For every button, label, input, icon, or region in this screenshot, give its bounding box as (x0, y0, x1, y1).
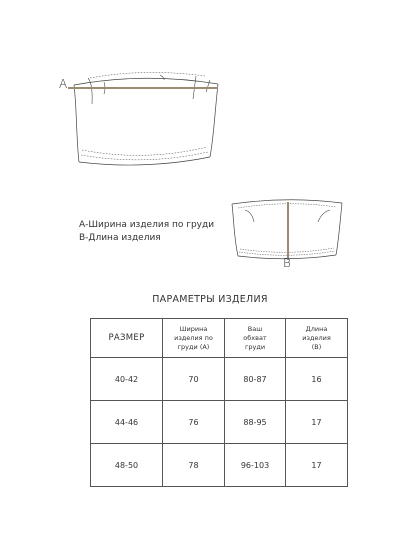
cell-width: 70 (163, 358, 225, 401)
bandeau-front-sketch (74, 72, 218, 165)
cell-width: 76 (163, 401, 225, 444)
measurement-legend (79, 219, 214, 245)
table-title: ПАРАМЕТРЫ ИЗДЕЛИЯ (152, 294, 268, 305)
cell-girth: 88-95 (225, 401, 286, 444)
header-width: Ширина изделия по груди (А) (163, 319, 225, 358)
table-header-row (91, 319, 348, 358)
size-parameters-table (90, 318, 348, 487)
cell-size: 48-50 (91, 444, 163, 487)
header-size: РАЗМЕР (91, 319, 163, 358)
cell-size: 44-46 (91, 401, 163, 444)
table-row (91, 444, 348, 487)
header-length: Длина изделия (B) (286, 319, 348, 358)
cell-length: 17 (286, 444, 348, 487)
table-row (91, 401, 348, 444)
table-row (91, 358, 348, 401)
cell-length: 16 (286, 358, 348, 401)
legend-item-b: B-Длина изделия (79, 233, 161, 243)
header-girth: Ваш обхват груди (225, 319, 286, 358)
marker-b: B (283, 256, 291, 270)
cell-width: 78 (163, 444, 225, 487)
cell-size: 40-42 (91, 358, 163, 401)
legend-item-a: А-Ширина изделия по груди (79, 220, 215, 230)
marker-a: A (59, 77, 68, 91)
cell-girth: 80-87 (225, 358, 286, 401)
cell-girth: 96-103 (225, 444, 286, 487)
cell-length: 17 (286, 401, 348, 444)
